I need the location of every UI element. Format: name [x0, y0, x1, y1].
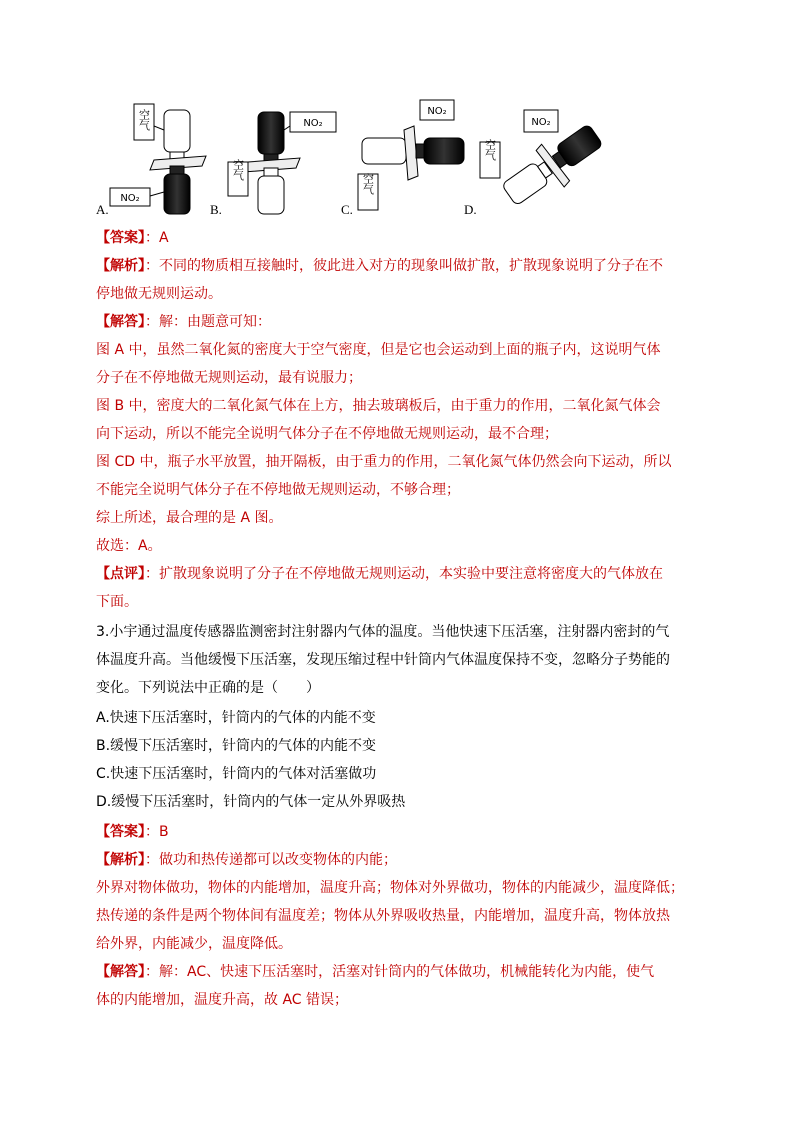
q3-analysis-line-4: 给外界，内能减少，温度降低。 — [96, 936, 292, 952]
q3-answer-line — [96, 822, 169, 842]
q2-solution-line-3: 图 B 中，密度大的二氧化氮气体在上方，抽去玻璃板后，由于重力的作用，二氧化氮气体会 — [96, 398, 661, 414]
q2-solution-line-4: 向下运动，所以不能完全说明气体分子在不停地做无规则运动，最不合理； — [96, 426, 558, 442]
solution-tag: 【解答】 — [96, 964, 145, 980]
option-c-letter: C. — [341, 202, 353, 217]
analysis-text: ：做功和热传递都可以改变物体的内能； — [145, 852, 397, 868]
option-c-bottom-label: 空气 — [361, 173, 375, 195]
analysis-text: ：不同的物质相互接触时，彼此进入对方的现象叫做扩散，扩散现象说明了分子在不 — [145, 258, 663, 274]
answer-tag: 【答案】 — [96, 824, 145, 840]
q2-solution-line-0 — [96, 312, 271, 332]
q3-analysis-line-3: 热传递的条件是两个物体间有温度差；物体从外界吸收热量，内能增加，温度升高，物体放热 — [96, 908, 670, 924]
diffusion-experiment-figure — [96, 96, 716, 220]
option-c-top-label: NO₂ — [427, 106, 447, 117]
q3-analysis-line-2: 外界对物体做功，物体的内能增加，温度升高；物体对外界做功，物体的内能减少，温度降低； — [96, 880, 684, 896]
option-b-letter: B. — [210, 202, 222, 217]
analysis-tag: 【解析】 — [96, 852, 145, 868]
q3-stem-line-3: 变化。下列说法中正确的是（ ） — [96, 680, 320, 696]
q3-solution-line-1 — [96, 962, 654, 982]
q3-solution-line-2: 体的内能增加，温度升高，故 AC 错误； — [96, 992, 349, 1008]
q2-solution-line-7: 综上所述，最合理的是 A 图。 — [96, 510, 283, 526]
option-a-bottom-label: NO₂ — [120, 193, 140, 204]
answer-tag: 【答案】 — [96, 230, 145, 246]
q2-solution-line-1: 图 A 中，虽然二氧化氮的密度大于空气密度，但是它也会运动到上面的瓶子内，这说明气体 — [96, 342, 661, 358]
q2-comment-line-1 — [96, 564, 663, 584]
comment-tag: 【点评】 — [96, 566, 145, 582]
q2-solution-line-5: 图 CD 中，瓶子水平放置，抽开隔板，由于重力的作用，二氧化氮气体仍然会向下运动，所以 — [96, 454, 672, 470]
solution-text: ：解：AC、快速下压活塞时，活塞对针筒内的气体做功，机械能转化为内能，使气 — [145, 964, 655, 980]
q3-option-d: D.缓慢下压活塞时，针筒内的气体一定从外界吸热 — [96, 794, 406, 810]
q3-stem-line-1: 3.小宇通过温度传感器监测密封注射器内气体的温度。当他快速下压活塞，注射器内密封的气 — [96, 624, 670, 640]
q3-option-c: C.快速下压活塞时，针筒内的气体对活塞做功 — [96, 766, 377, 782]
q3-stem-line-2: 体温度升高。当他缓慢下压活塞，发现压缩过程中针筒内气体温度保持不变，忽略分子势能的 — [96, 652, 670, 668]
option-a-top-label: 空气 — [137, 109, 151, 131]
option-d-letter: D. — [464, 202, 477, 217]
solution-tag: 【解答】 — [96, 314, 145, 330]
option-d-bottom-label: 空气 — [483, 139, 497, 161]
answer-value: ：B — [145, 824, 169, 840]
option-d-top-label: NO₂ — [531, 117, 551, 128]
comment-text: ：扩散现象说明了分子在不停地做无规则运动，本实验中要注意将密度大的气体放在 — [145, 566, 663, 582]
bottle-diagrams — [96, 96, 716, 220]
q3-analysis-line-1 — [96, 850, 397, 870]
q2-answer-line — [96, 228, 169, 248]
q2-analysis-line-2: 停地做无规则运动。 — [96, 286, 222, 302]
q2-solution-line-6: 不能完全说明气体分子在不停地做无规则运动，不够合理； — [96, 482, 460, 498]
option-b-top-label: NO₂ — [303, 118, 323, 129]
option-a-letter: A. — [96, 202, 109, 217]
solution-text: ：解：由题意可知： — [145, 314, 271, 330]
q2-solution-line-8: 故选：A。 — [96, 538, 162, 554]
q2-analysis-line-1 — [96, 256, 663, 276]
analysis-tag: 【解析】 — [96, 258, 145, 274]
q2-comment-line-2: 下面。 — [96, 594, 138, 610]
option-b-bottom-label: 空气 — [231, 159, 245, 181]
q2-solution-line-2: 分子在不停地做无规则运动，最有说服力； — [96, 370, 362, 386]
answer-value: ：A — [145, 230, 169, 246]
q3-option-b: B.缓慢下压活塞时，针筒内的气体的内能不变 — [96, 738, 377, 754]
q3-option-a: A.快速下压活塞时，针筒内的气体的内能不变 — [96, 710, 376, 726]
